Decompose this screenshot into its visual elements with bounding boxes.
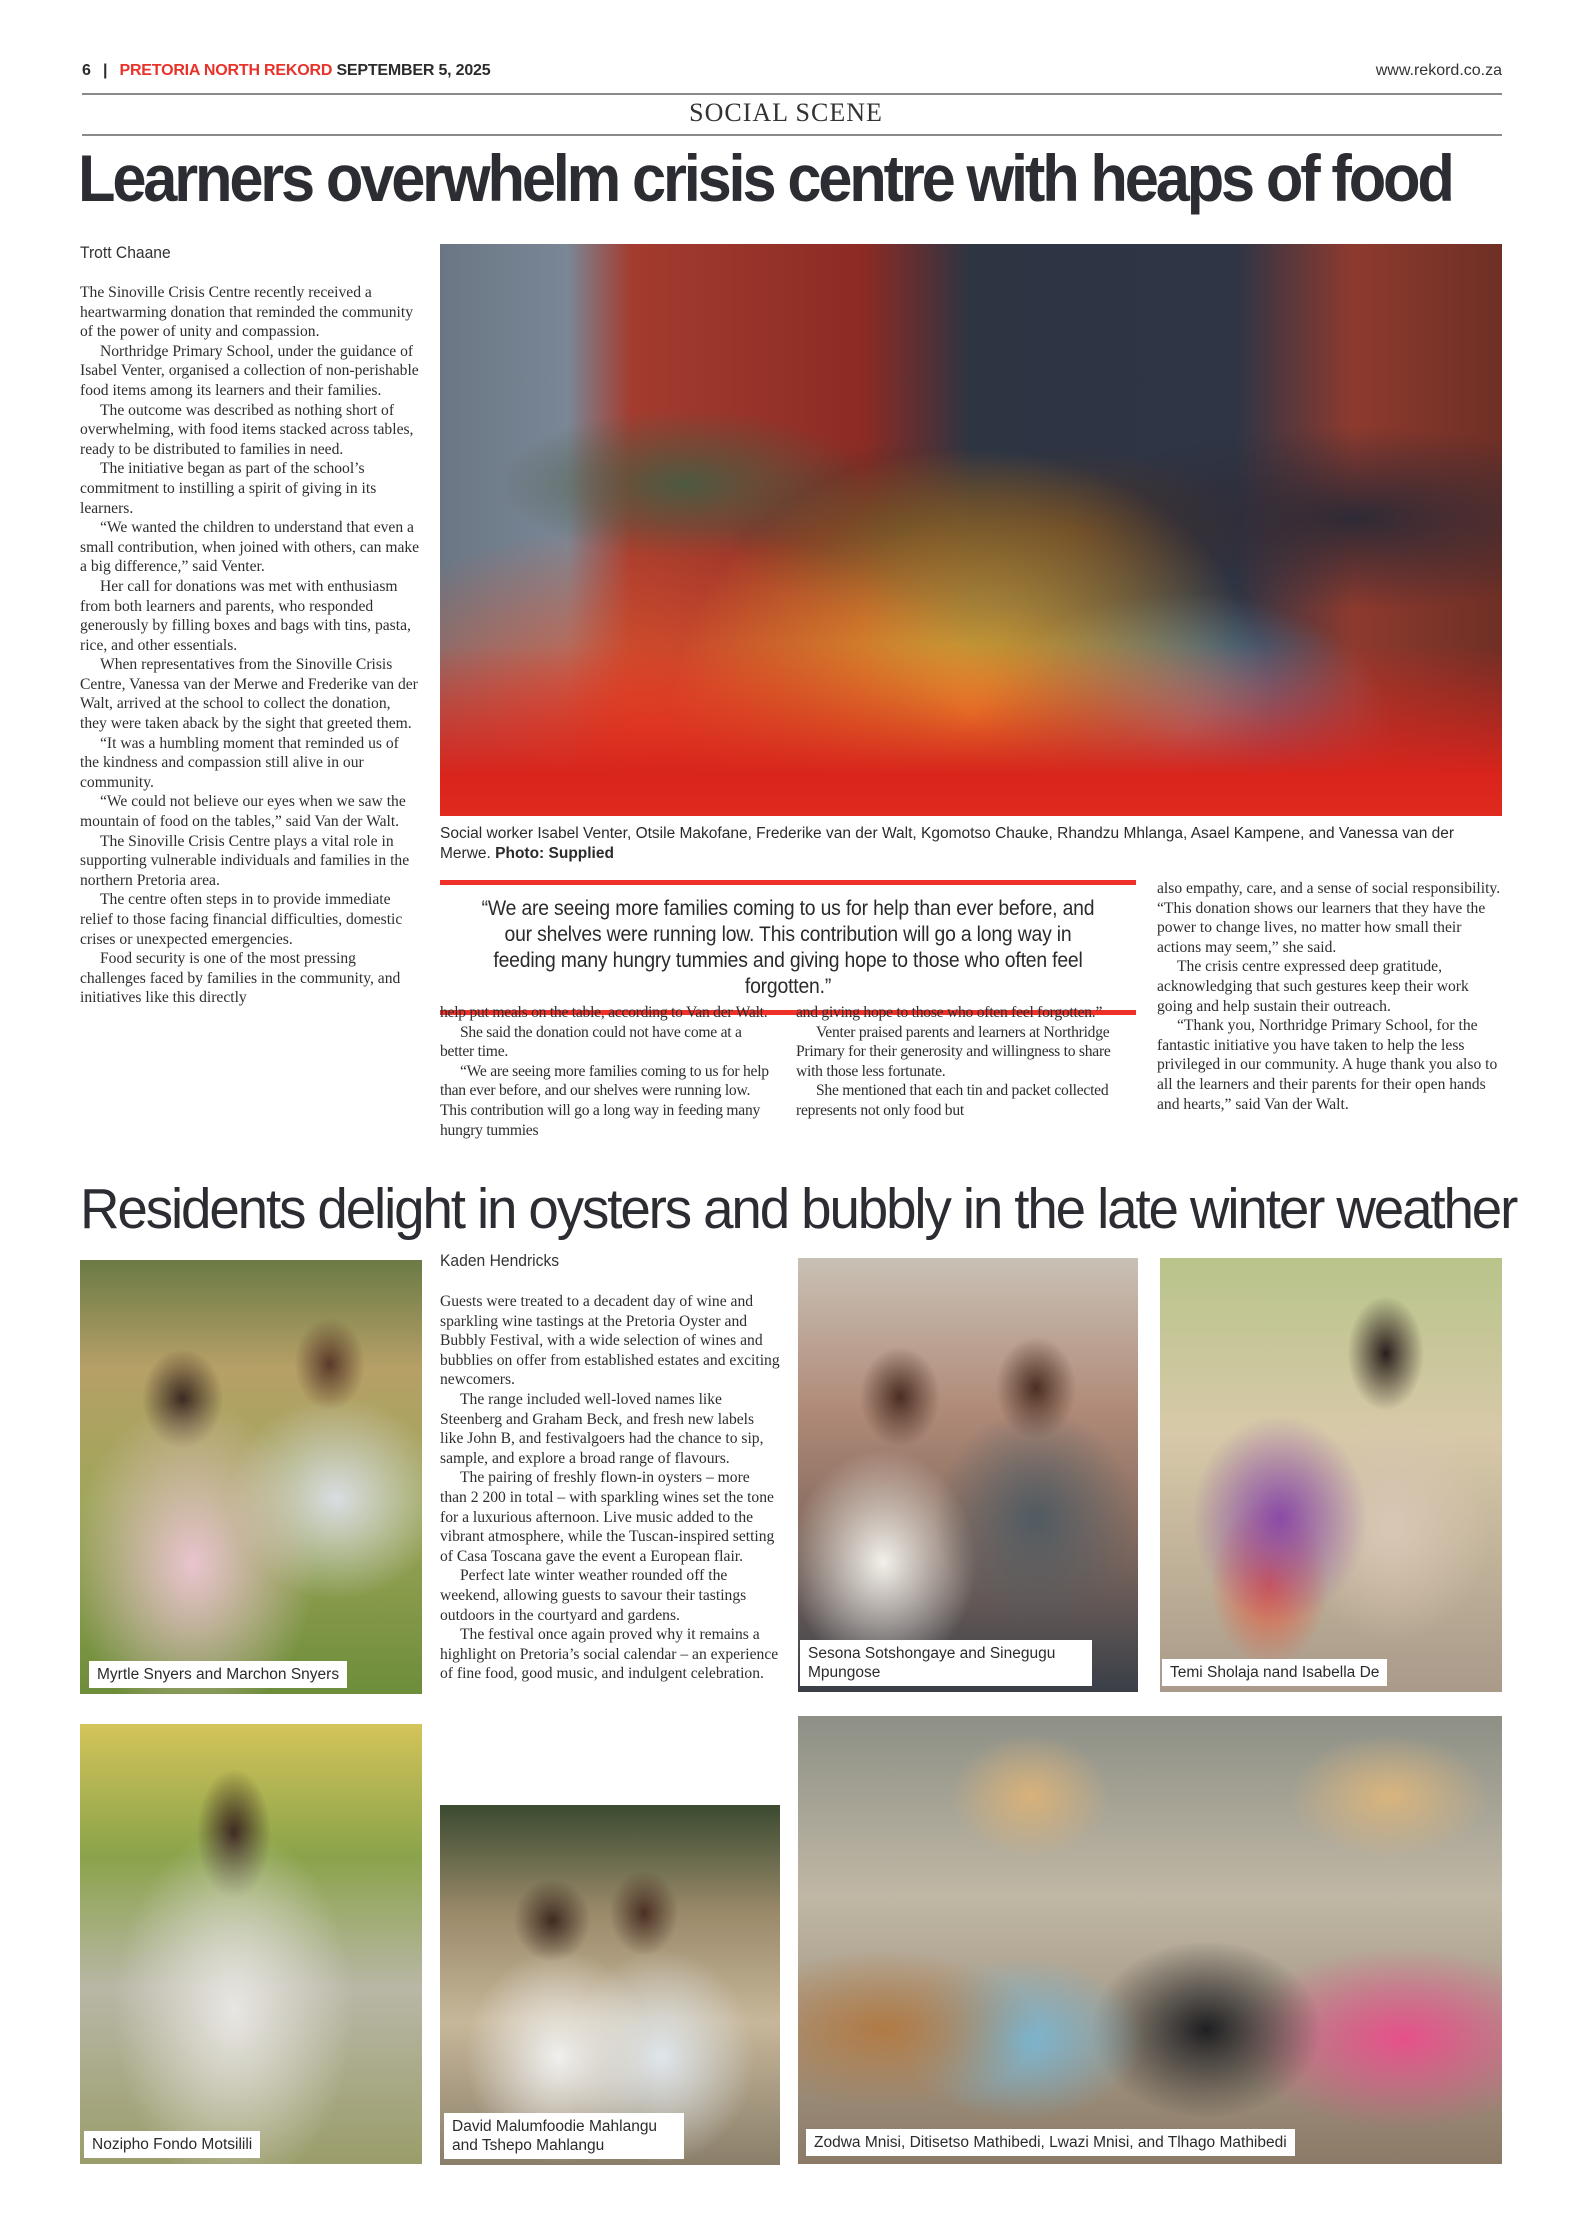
story1-column-4 [1157,879,1502,1114]
story1-headline: Learners overwhelm crisis centre with heaps of food [78,141,1452,215]
paragraph: Food security is one of the most pressing challenges faced by families in the community, and initiatives like this directly [80,950,401,1007]
paragraph: help put meals on the table, according to Van der Walt. [440,1004,768,1021]
issue-date: SEPTEMBER 5, 2025 [336,62,491,79]
paragraph: The pairing of freshly flown-in oysters – more than 2 200 in total – with sparkling wines set the tone for a luxurious afternoon. Live music added to the vibrant atmosphere, while the Tuscan-inspired setting of Casa Toscana gave the event a European flair. [440,1469,775,1565]
photo-caption: David Malumfoodie Mahlangu and Tshepo Mahlangu [444,2113,684,2159]
paragraph: Guests were treated to a decadent day of wine and sparkling wine tastings at the Pretoria Oyster and Bubbly Festival, with a wide selection of wines and bubblies on offer from established estates and exciting newcomers. [440,1293,780,1389]
sotshongaye-mpungose-photo [798,1258,1138,1692]
photo-credit: Photo: Supplied [495,845,614,862]
story1-column-2 [440,1003,776,1140]
paragraph: “We are seeing more families coming to us for help than ever before, and our shelves were running low. This contribution will go a long way in feeding many hungry tummies [440,1062,769,1139]
story2-byline: Kaden Hendricks [440,1251,560,1270]
mahlangu-photo [440,1805,780,2165]
section-title: SOCIAL SCENE [689,98,883,127]
publication-name: PRETORIA NORTH REKORD [119,62,333,79]
photo-caption: Myrtle Snyers and Marchon Snyers [89,1661,347,1688]
paragraph: The festival once again proved why it remains a highlight on Pretoria’s social calendar – an experience of fine food, good music, and indulgent celebration. [440,1626,779,1683]
caption-text: Social worker Isabel Venter, Otsile Makofane, Frederike van der Walt, Kgomotso Chauke, Rhandzu Mhlanga, Asael Kampene, and Vanessa van der Merwe. [440,825,1455,862]
paragraph: The crisis centre expressed deep gratitude, acknowledging that such gestures keep their work going and help sustain their outreach. [1157,958,1469,1015]
photo-caption: Sesona Sotshongaye and Sinegugu Mpungose [800,1640,1092,1686]
paragraph: “It was a humbling moment that reminded us of the kindness and compassion still alive in our community. [80,734,399,791]
paragraph: The Sinoville Crisis Centre plays a vital role in supporting vulnerable individuals and families in the northern Pretoria area. [80,832,410,889]
header-rule [82,93,1502,95]
paragraph: Northridge Primary School, under the guidance of Isabel Venter, organised a collection of non-perishable food items among its learners and their families. [80,342,419,399]
sholaja-de-photo [1160,1258,1502,1692]
paragraph: “Thank you, Northridge Primary School, for the fantastic initiative you have taken to help the less privileged in our community. A huge thank you also to all the learners and their parents for their open hands and hearts,” said Van der Walt. [1157,1017,1498,1113]
story1-byline: Trott Chaane [80,243,171,262]
folio-separator: | [102,62,108,79]
paragraph: “We could not believe our eyes when we saw the mountain of food on the tables,” said Van der Walt. [80,793,406,831]
main-photo-caption [440,824,1502,864]
motsilili-photo [80,1724,422,2164]
paragraph: The Sinoville Crisis Centre recently received a heartwarming donation that reminded the community of the power of unity and compassion. [80,284,414,341]
paragraph: The outcome was described as nothing short of overwhelming, with food items stacked across tables, ready to be distributed to families in need. [80,401,414,458]
paragraph: She said the donation could not have come at a better time. [440,1023,742,1061]
page-number: 6 [82,62,91,79]
paragraph: “We wanted the children to understand that even a small contribution, when joined with others, can make a big difference,” said Venter. [80,519,420,576]
school-donation-photo [440,244,1502,816]
paragraph: and giving hope to those who often feel forgotten.” [796,1004,1103,1021]
story2-body [440,1292,780,1684]
photo-caption: Zodwa Mnisi, Ditisetso Mathibedi, Lwazi Mnisi, and Tlhago Mathibedi [806,2129,1295,2156]
paragraph: Her call for donations was met with enthusiasm from both learners and parents, who responded generously by filling boxes and bags with tins, pasta, rice, and other essentials. [80,577,411,654]
paragraph: Venter praised parents and learners at Northridge Primary for their generosity and willingness to share with those less fortunate. [796,1023,1111,1080]
section-rule [82,134,1502,136]
paragraph: She mentioned that each tin and packet collected represents not only food but [796,1082,1109,1119]
story1-column-3 [796,1003,1132,1121]
story2-headline: Residents delight in oysters and bubbly in the late winter weather [80,1177,1517,1241]
paragraph: The initiative began as part of the school’s commitment to instilling a spirit of giving in its learners. [80,460,377,517]
snyers-photo [80,1260,422,1694]
paragraph: The range included well-loved names like Steenberg and Graham Beck, and fresh new labels like John B, and festivalgoers had the chance to sip, sample, and explore a broad range of flavours. [440,1390,764,1467]
paragraph: also empathy, care, and a sense of social responsibility. “This donation shows our learners that they have the power to change lives, no matter how small their actions may seem,” she said. [1157,880,1501,956]
story1-column-1 [80,283,420,1008]
photo-caption: Nozipho Fondo Motsilili [84,2131,260,2158]
paragraph: When representatives from the Sinoville Crisis Centre, Vanessa van der Merwe and Frederike van der Walt, arrived at the school to collect the donation, they were taken aback by the sight that greeted them. [80,656,418,733]
pullquote-text: “We are seeing more families coming to us for help than ever before, and our shelves were running low. This contribution will go a long way in feeding many hungry tummies and giving hope to those who often feel forgotten.” [481,896,1095,998]
folio-line [82,62,490,80]
paragraph: Perfect late winter weather rounded off the weekend, allowing guests to savour their tastings outdoors in the courtyard and gardens. [440,1567,747,1624]
website-link[interactable]: www.rekord.co.za [1375,62,1502,79]
mnisi-mathibedi-photo [798,1716,1502,2164]
paragraph: The centre often steps in to provide immediate relief to those facing financial difficulties, domestic crises or unexpected emergencies. [80,891,403,948]
pull-quote [440,880,1136,1015]
photo-caption: Temi Sholaja nand Isabella De [1162,1659,1387,1686]
